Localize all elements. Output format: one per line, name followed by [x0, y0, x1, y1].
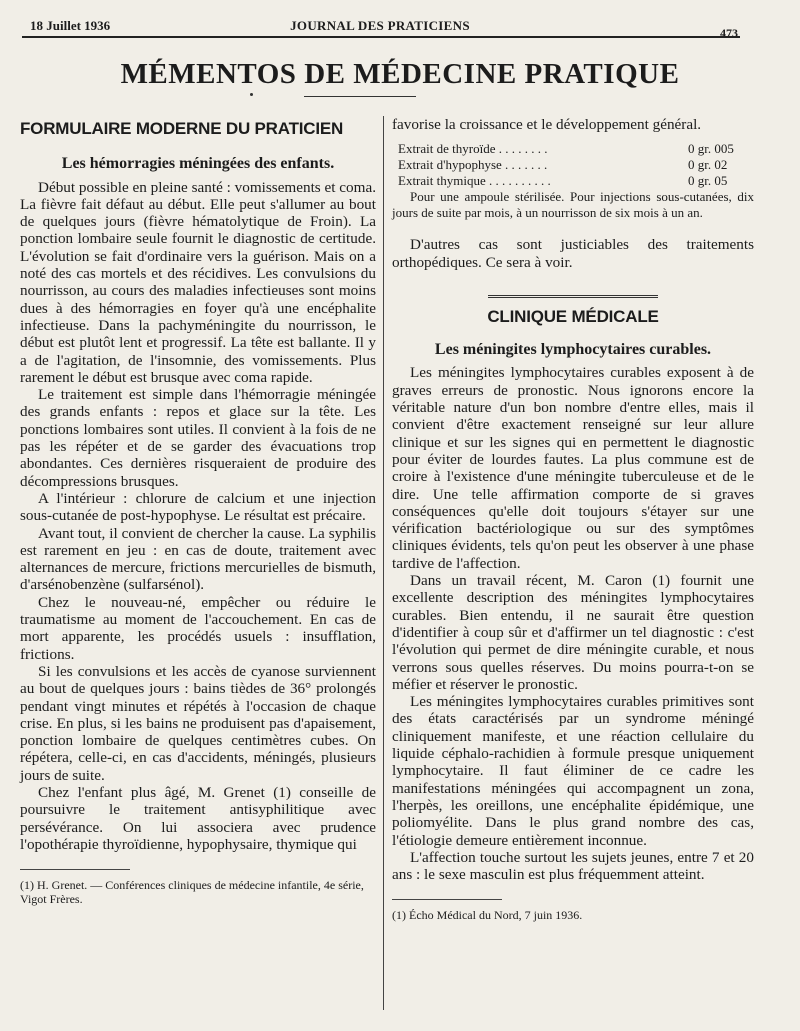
formula-drug: Extrait d'hypophyse . . . . . . .	[398, 157, 548, 173]
paragraph: L'affection touche surtout les sujets jeunes, entre 7 et 20 ans : le sexe masculin est plus fréquemment atteint.	[392, 848, 754, 884]
footnote-grenet: (1) H. Grenet. — Conférences cliniques de médecine infantile, 4e série, Vigot Frères.	[20, 878, 364, 907]
header-rule	[22, 36, 740, 38]
paragraph: Les méningites lymphocytaires curables exposent à de graves erreurs de pronostic. Nous ignorons encore la véritable nature d'un bon nombre d'entre elles, mais il convient d'être exactement renseigné sur leur allure clinique et sur les signes qui en permettent le diagnostic pour éviter de lourdes fautes. La plus commune est de croire à l'existence d'une méningite tuberculeuse et de le dire. Une telle affirmation comporte de si graves conséquences qu'elle doit toujours s'étayer sur une vérification bactériologique ou sur des symptômes cliniques évidents, tels qu'on peut les observer à une phase tardive de l'affection.	[392, 364, 754, 572]
paragraph: Dans un travail récent, M. Caron (1) fournit une excellente description des méningites lymphocytaires curables. Bien entendu, il ne saurait être question d'identifier à coup sûr et d'affirmer un tel diagnostic : c'est l'évolution qui permet de dire méningite curable, et nous verrons sous quelles réserves. Du moins pourra-t-on se méfier et réserver le pronostic.	[392, 572, 754, 693]
section-title-clinique: CLINIQUE MÉDICALE	[487, 306, 659, 326]
footnote-rule	[392, 899, 502, 900]
page-header	[22, 10, 738, 40]
formula-row	[398, 141, 754, 157]
article-title-meningites: Les méningites lymphocytaires curables.	[434, 341, 712, 359]
formula-note: Pour une ampoule stérilisée. Pour injections sous-cutanées, dix jours de suite par mois, à un nourrisson de six mois à un an.	[392, 189, 754, 220]
paragraph: Le traitement est simple dans l'hémorragie méningée des grands enfants : repos et glace sur la tête. Les ponctions lombaires sont utiles. Il convient à la fois de ne pas les répéter et de se garder des évacuations trop abondantes. Ces dernières risqueraient de produire des décompressions brusques.	[20, 386, 376, 490]
column-divider	[383, 116, 384, 1010]
paragraph: Début possible en pleine santé : vomissements et coma. La fièvre fait défaut au début. Elle peut s'allumer au bout de quelques jours (fièvre hématolytique de Froin). La ponction lombaire seule fournit le diagnostic de certitude. L'évolution se fait d'ordinaire vers la guérison. Mais on a noté des cas mortels et des récidives. Les convulsions du nourrisson, au cours des maladies infectieuses sont moins dues à des hémorragies en foyer qu'à une encéphalite infectieuse. Dans la pachyméningite du nourrisson, le début est plutôt lent et progressif. La tête est ballante. Il y a de l'agitation, de l'insomnie, des vomissements. Plus rarement le début est brusque avec coma rapide.	[20, 178, 376, 386]
article-title-hemorragies: Les hémorragies méningées des enfants.	[61, 155, 335, 173]
title-ornament-dot	[250, 93, 253, 96]
title-rule	[304, 96, 416, 97]
paragraph: Avant tout, il convient de chercher la cause. La syphilis est rarement en jeu : en cas de doute, traitement avec alternances de mercure, frictions mercurielles de bismuth, d'arsénobenzène (sulfarsénol).	[20, 524, 376, 594]
formula-dose: 0 gr. 02	[688, 157, 728, 173]
page-number: 473	[720, 26, 738, 40]
journal-name: JOURNAL DES PRATICIENS	[290, 18, 470, 33]
prescription-formula	[398, 141, 754, 189]
section-title-formulaire: FORMULAIRE MODERNE DU PRATICIEN	[20, 119, 344, 138]
formula-drug: Extrait thymique . . . . . . . . . .	[398, 173, 551, 189]
formula-row	[398, 173, 754, 189]
paragraph: Les méningites lymphocytaires curables primitives sont des états caractérisés par un syndrome méningé cliniquement manifeste, et une réaction cellulaire du liquide céphalo-rachidien à formule presque uniquement lymphocytaire. Il faut éliminer de ce cadre les manifestations méningées qui accompagnent un zona, l'herpès, les oreillons, une encéphalite épidémique, une poliomyélite. Dans le plus grand nombre des cas, l'étiologie demeure entièrement inconnue.	[392, 693, 754, 849]
section-separator	[488, 295, 658, 298]
paragraph: Chez l'enfant plus âgé, M. Grenet (1) conseille de poursuivre le traitement antisyphilitique avec persévérance. On lui associera avec prudence l'opothérapie thyroïdienne, hypophysaire, thymique qui	[20, 783, 376, 853]
right-column	[392, 116, 754, 922]
formula-drug: Extrait de thyroïde . . . . . . . .	[398, 141, 548, 157]
footnote-rule	[20, 869, 130, 870]
paragraph: D'autres cas sont justiciables des traitements orthopédiques. Ce sera à voir.	[392, 236, 754, 271]
formula-dose: 0 gr. 005	[688, 141, 734, 157]
left-column	[20, 116, 376, 906]
formula-row	[398, 157, 754, 173]
page-title: MÉMENTOS DE MÉDECINE PRATIQUE	[120, 58, 680, 90]
formula-dose: 0 gr. 05	[688, 173, 728, 189]
paragraph: Chez le nouveau-né, empêcher ou réduire le traumatisme au moment de l'accouchement. En cas de mort apparente, les procédés usuels : insufflation, frictions.	[20, 593, 376, 663]
paragraph: A l'intérieur : chlorure de calcium et une injection sous-cutanée de post-hypophyse. Le résultat est précaire.	[20, 489, 376, 525]
paragraph-continuation: favorise la croissance et le développement général.	[392, 116, 702, 133]
paragraph: Si les convulsions et les accès de cyanose surviennent au bout de quelques jours : bains tièdes de 36° prolongés pendant vingt minutes et répétés à l'occasion de chaque crise. En plus, si les bains ne produisent pas d'apaisement, ponction lombaire de quelques centimètres cubes. On répétera, celle-ci, en cas d'accidents, méningés, plusieurs jours de suite.	[20, 662, 376, 784]
footnote-caron: (1) Écho Médical du Nord, 7 juin 1936.	[392, 908, 583, 923]
issue-date: 18 Juillet 1936	[30, 18, 111, 33]
